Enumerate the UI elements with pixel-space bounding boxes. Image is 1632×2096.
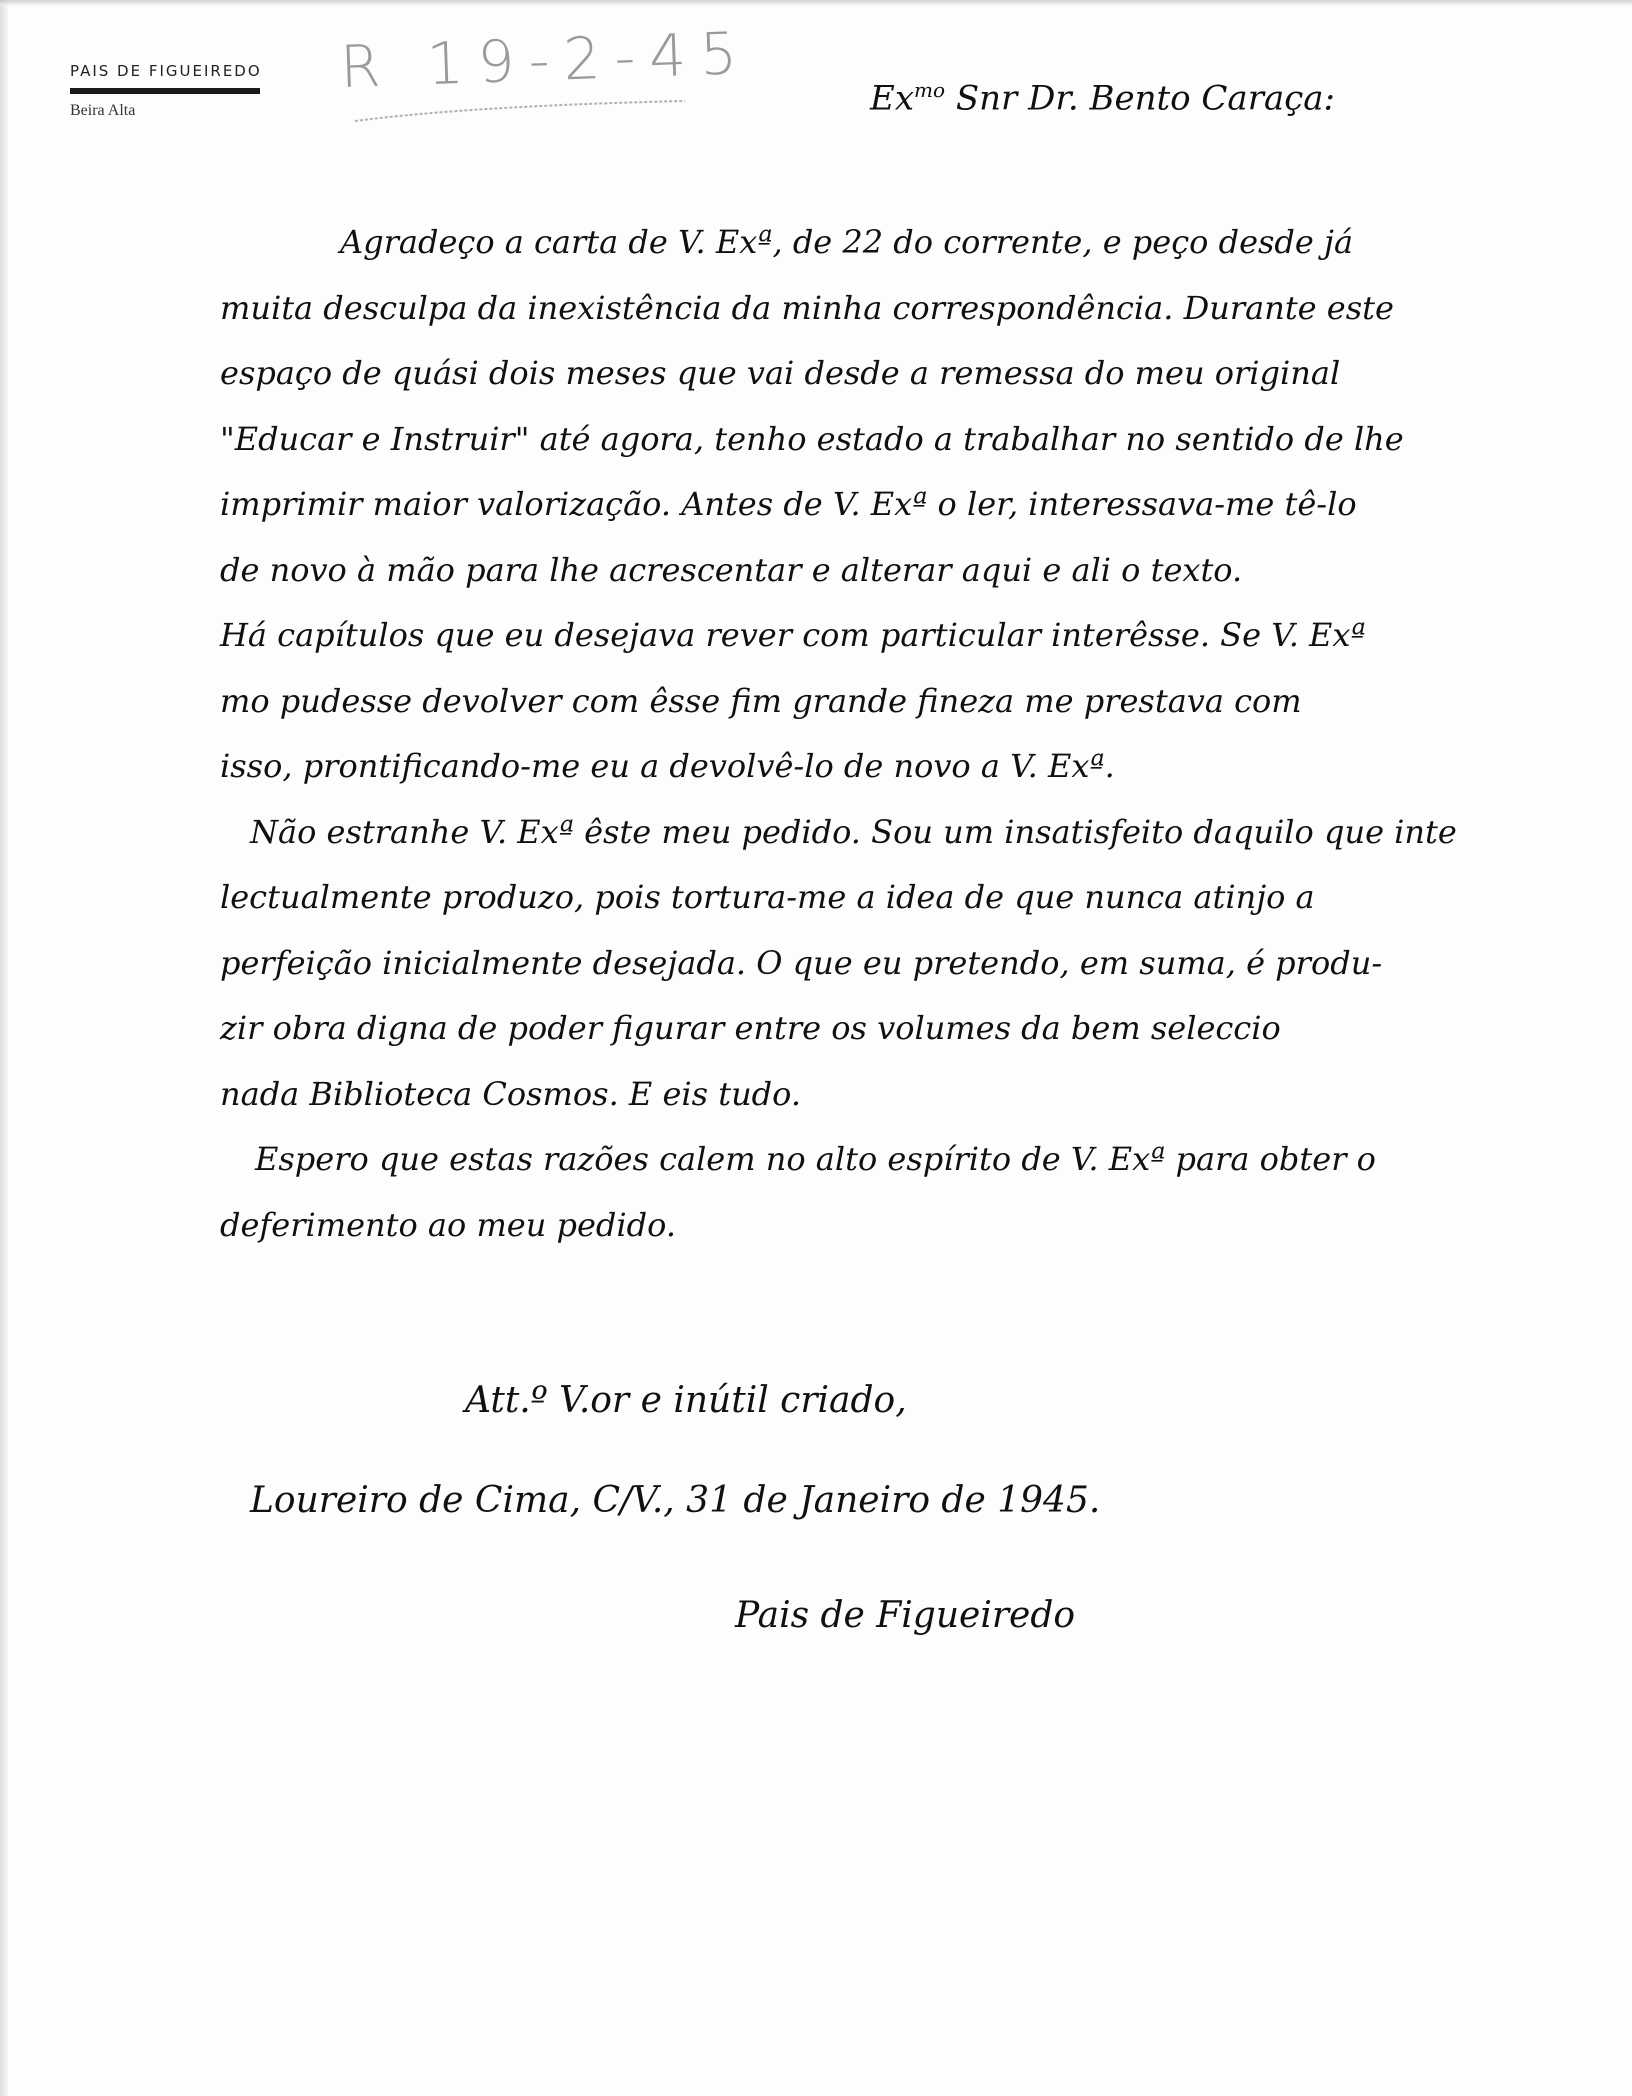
body-line: isso, prontificando-me eu a devolvê-lo de novo a V. Exª. <box>220 747 1115 785</box>
body-line: zir obra digna de poder figurar entre os volumes da bem seleccio <box>220 1009 1281 1047</box>
body-line: deferimento ao meu pedido. <box>220 1205 676 1244</box>
body-line: "Educar e Instruir" até agora, tenho estado a trabalhar no sentido de lhe <box>220 419 1404 458</box>
signature: Pais de Figueiredo <box>735 1595 1076 1636</box>
body-line: nada Biblioteca Cosmos. E eis tudo. <box>220 1074 802 1113</box>
body-line: de novo à mão para lhe acrescentar e alterar aqui e ali o texto. <box>220 550 1243 589</box>
body-line: muita desculpa da inexistência da minha correspondência. Durante este <box>220 288 1394 327</box>
letterhead-place: Beira Alta <box>70 102 136 119</box>
letter-body <box>220 210 1590 1258</box>
letterhead-redaction-bar <box>70 88 260 94</box>
body-line: Espero que estas razões calem no alto espírito de V. Exª para obter o <box>255 1140 1376 1178</box>
archive-mark: R 19-2-45 <box>338 18 753 102</box>
letterhead-name: PAIS DE FIGUEIREDO <box>70 62 262 80</box>
closing: Att.º V.or e inútil criado, <box>465 1380 907 1421</box>
body-line: mo pudesse devolver com êsse fim grande fineza me prestava com <box>220 681 1302 720</box>
scan-edge-top <box>0 0 1632 6</box>
place-date: Loureiro de Cima, C/V., 31 de Janeiro de 1945. <box>250 1480 1101 1521</box>
archive-mark-underline <box>350 96 690 126</box>
body-line: imprimir maior valorização. Antes de V. Exª o ler, interessava-me tê-lo <box>220 485 1357 523</box>
salutation <box>870 78 1335 118</box>
body-line: lectualmente produzo, pois tortura-me a idea de que nunca atinjo a <box>220 878 1315 916</box>
scan-edge <box>0 0 8 2096</box>
salutation-name: Snr Dr. Bento Caraça: <box>955 78 1335 119</box>
letterhead <box>70 62 330 120</box>
body-line: Há capítulos que eu desejava rever com particular interêsse. Se V. Exª <box>220 616 1366 654</box>
body-line: perfeição inicialmente desejada. O que eu pretendo, em suma, é produ- <box>220 943 1383 982</box>
salutation-prefix: Ex <box>870 78 914 119</box>
body-line: espaço de quási dois meses que vai desde a remessa do meu original <box>220 354 1341 392</box>
salutation-superscript: mo <box>914 78 946 102</box>
body-line: Agradeço a carta de V. Exª, de 22 do corrente, e peço desde já <box>340 223 1354 261</box>
body-line: Não estranhe V. Exª êste meu pedido. Sou um insatisfeito daquilo que inte <box>250 812 1457 851</box>
